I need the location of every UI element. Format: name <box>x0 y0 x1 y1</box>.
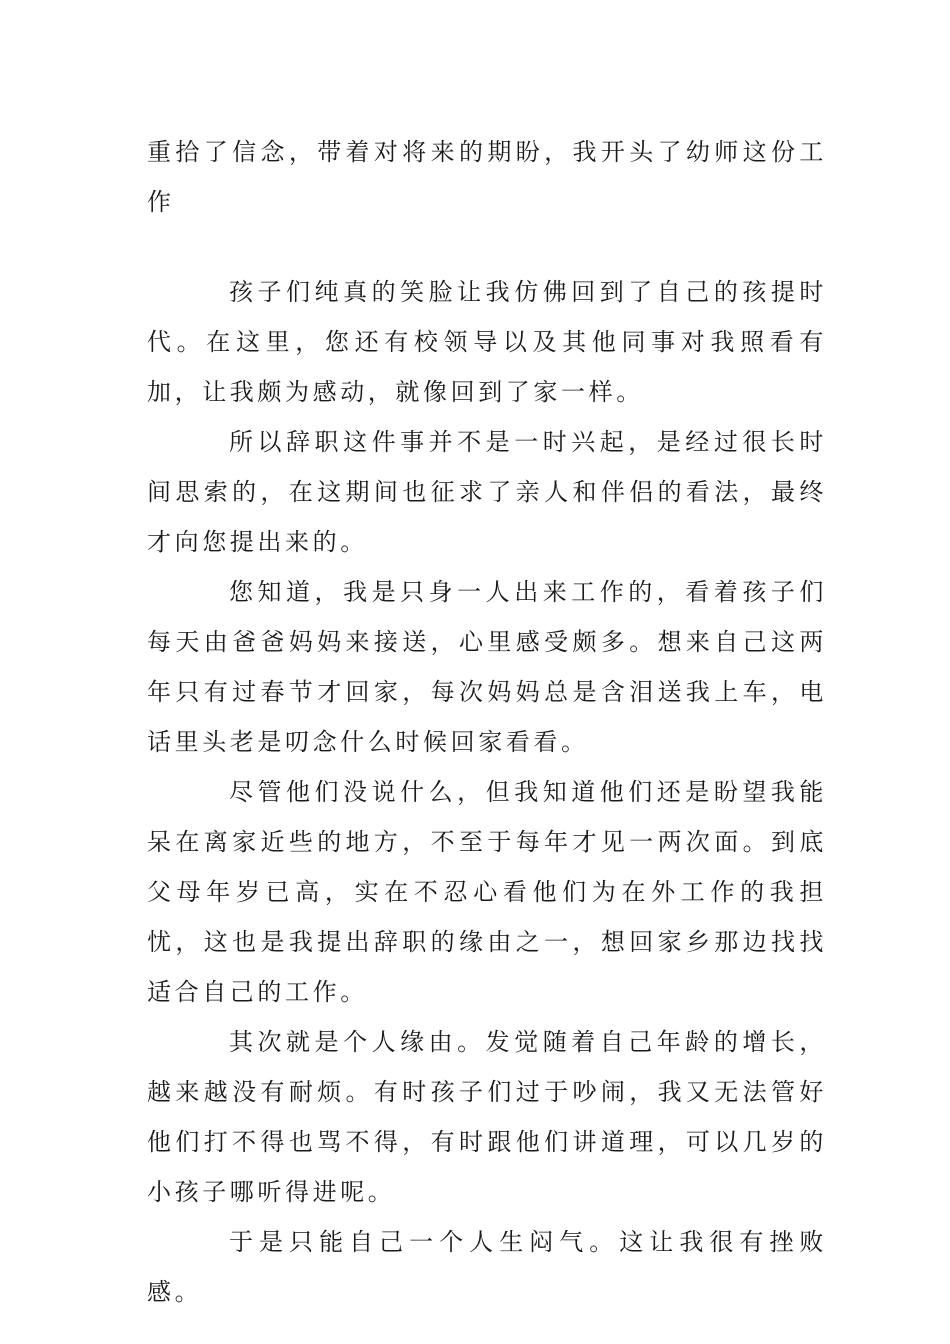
document-body <box>147 127 827 1317</box>
paragraph: 您知道，我是只身一人出来工作的，看着孩子们每天由爸爸妈妈来接送，心里感受颇多。想来自己这两年只有过春节才回家，每次妈妈总是含泪送我上车，电话里头老是叨念什么时候回家看看。 <box>147 578 827 756</box>
paragraph: 于是只能自己一个人生闷气。这让我很有挫败感。 <box>147 1228 827 1306</box>
paragraph: 孩子们纯真的笑脸让我仿佛回到了自己的孩提时代。在这里，您还有校领导以及其他同事对我照看有加，让我颇为感动，就像回到了家一样。 <box>147 278 827 406</box>
paragraph: 其次就是个人缘由。发觉随着自己年龄的增长，越来越没有耐烦。有时孩子们过于吵闹，我又无法管好他们打不得也骂不得，有时跟他们讲道理，可以几岁的小孩子哪听得进呢。 <box>147 1028 827 1206</box>
paragraph: 所以辞职这件事并不是一时兴起，是经过很长时间思索的，在这期间也征求了亲人和伴侣的看法，最终才向您提出来的。 <box>147 428 827 556</box>
paragraph: 尽管他们没说什么，但我知道他们还是盼望我能呆在离家近些的地方，不至于每年才见一两次面。到底父母年岁已高，实在不忍心看他们为在外工作的我担忧，这也是我提出辞职的缘由之一，想回家乡那边找找适合自己的工作。 <box>147 778 827 1006</box>
paragraph-continuation: 重拾了信念，带着对将来的期盼，我开头了幼师这份工作 <box>147 138 827 216</box>
